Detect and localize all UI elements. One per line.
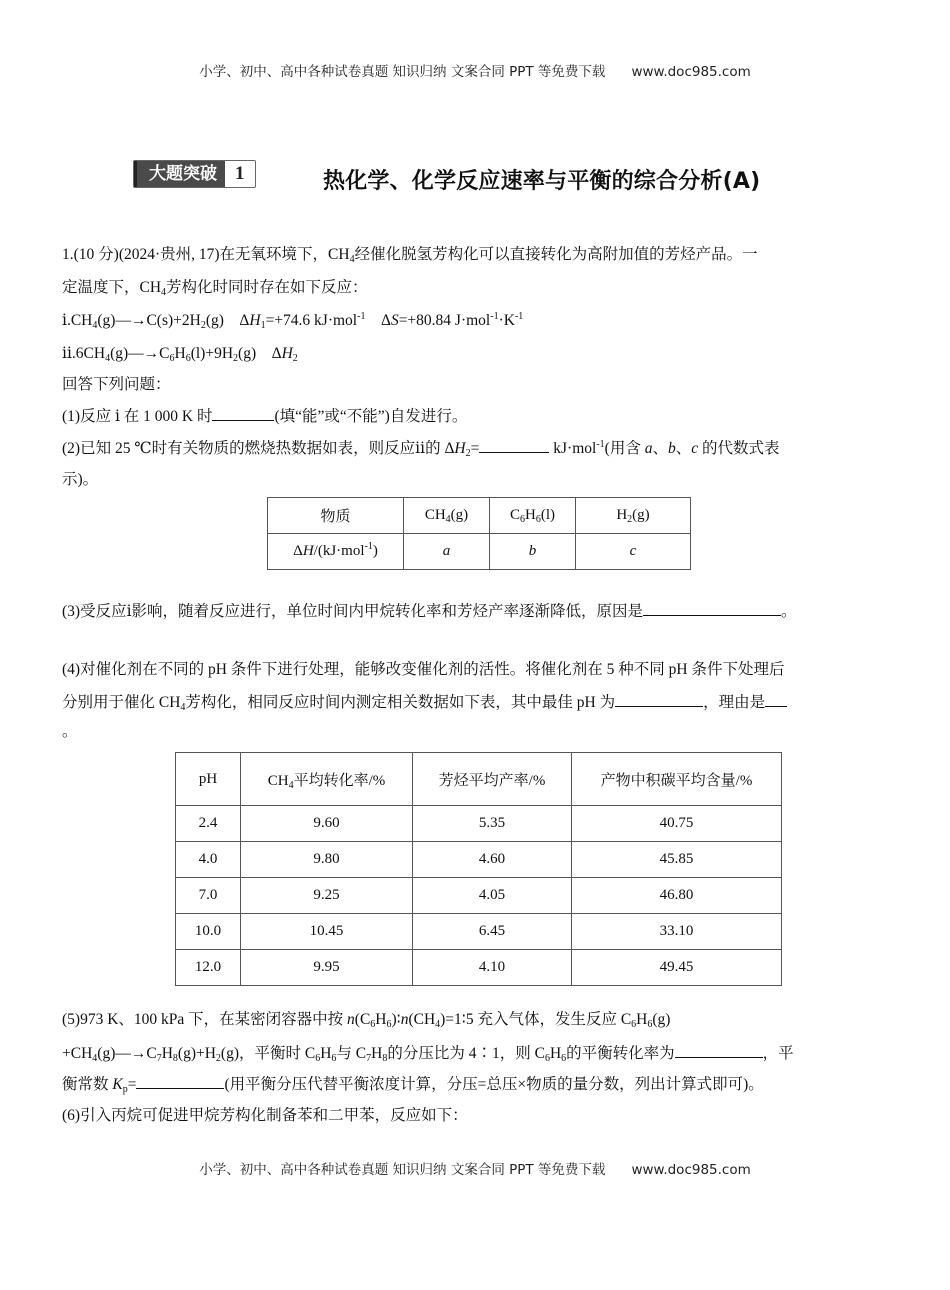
table2-header: 产物中积碳平均含量/% bbox=[572, 753, 782, 806]
q3-text: (3)受反应ⅰ影响，随着反应进行，单位时间内甲烷转化率和芳烃产率逐渐降低，原因是 bbox=[62, 603, 644, 620]
q3-period: 。 bbox=[781, 603, 797, 620]
q1 bbox=[62, 406, 467, 427]
q3 bbox=[62, 601, 797, 622]
q1-answer-blank[interactable] bbox=[212, 406, 274, 421]
q1-text-after: (填“能”或“不能”)自发进行。 bbox=[274, 408, 468, 425]
page-footer bbox=[0, 1158, 950, 1178]
table2-cell: 9.80 bbox=[241, 842, 413, 878]
ph-data-table bbox=[175, 752, 782, 986]
table-row bbox=[176, 950, 782, 986]
table2-header: $CH_4$平均转化率/% bbox=[241, 753, 413, 806]
combustion-heat-table bbox=[267, 497, 691, 570]
table1-header: $CH_4(g)$ bbox=[404, 498, 490, 534]
table-row bbox=[176, 806, 782, 842]
q2-line2: 示)。 bbox=[62, 471, 99, 488]
footer-text: 小学、初中、高中各种试卷真题 知识归纳 文案合同 PPT 等免费下载 bbox=[199, 1162, 606, 1178]
table1-header: $C_6H_6(l)$ bbox=[490, 498, 576, 534]
question-intro-line1: 1.(10 分)(2024·贵州, 17)在无氧环境下，$CH_4$经催化脱氢芳构化可以直接转化为高附加值的芳烃产品。一 bbox=[62, 246, 758, 265]
table2-cell: 9.95 bbox=[241, 950, 413, 986]
table2-cell: 5.35 bbox=[413, 806, 572, 842]
section-title-row bbox=[133, 158, 833, 194]
table2-header: pH bbox=[176, 753, 241, 806]
page-title: 热化学、化学反应速率与平衡的综合分析(A) bbox=[323, 169, 761, 194]
table1-header: 物质 bbox=[268, 498, 404, 534]
table2-cell: 4.0 bbox=[176, 842, 241, 878]
table2-cell: 4.05 bbox=[413, 878, 572, 914]
q4-reason-blank[interactable] bbox=[765, 692, 787, 707]
q6: (6)引入丙烷可促进甲烷芳构化制备苯和二甲苯，反应如下： bbox=[62, 1107, 468, 1124]
table2-cell: 10.0 bbox=[176, 914, 241, 950]
table2-cell: 33.10 bbox=[572, 914, 782, 950]
table2-cell: 49.45 bbox=[572, 950, 782, 986]
q5-conversion-blank[interactable] bbox=[675, 1043, 763, 1058]
q4-ph-blank[interactable] bbox=[615, 692, 703, 707]
reaction-ii: $ⅱ.6CH_4(g)—\to C_6H_6(l)+9H_2(g)$ $\Delta H_2$ bbox=[62, 345, 298, 364]
q1-text: (1)反应 ⅰ 在 1 000 K 时 bbox=[62, 408, 213, 425]
table1-cell: ΔH/(kJ·mol$^{-1}$) bbox=[268, 534, 404, 570]
q4-line3: 。 bbox=[62, 723, 78, 740]
reaction-i: $ⅰ.CH_4(g)—\to C(s)+2H_2(g)$ $\Delta H_1=+74.6$ kJ·mol$^{-1}$ ΔS=+80.84 $J\cdot mol^{-1}\cdot K^{-1}$ bbox=[62, 311, 524, 331]
header-url[interactable]: www.doc985.com bbox=[631, 64, 751, 80]
q5-line3: 衡常数 $K_p=$ (用平衡分压代替平衡浓度计算，分压=总压×物质的量分数，列出计算式即可)。 bbox=[62, 1076, 764, 1095]
table2-cell: 9.60 bbox=[241, 806, 413, 842]
table2-cell: 4.10 bbox=[413, 950, 572, 986]
section-badge bbox=[133, 160, 256, 188]
table-row bbox=[176, 878, 782, 914]
table1-cell: c bbox=[576, 534, 691, 570]
table2-cell: 4.60 bbox=[413, 842, 572, 878]
q5-line2: $+CH_4(g)—\to C_7H_8(g)+H_2(g)$，平衡时 $C_6H_6$与 $C_7H_8$的分压比为 4∶1，则 $C_6H_6$的平衡转化率为 ，平 bbox=[62, 1045, 794, 1064]
table2-cell: 45.85 bbox=[572, 842, 782, 878]
table1-cell: a bbox=[404, 534, 490, 570]
badge-label: 大题突破 bbox=[134, 161, 225, 187]
q5-line1: (5)973 K、100 kPa 下，在某密闭容器中按 $n(C_6H_6)∶n(CH_4)=1∶5$ 充入气体，发生反应 $C_6H_6(g)$ bbox=[62, 1011, 671, 1030]
q4-line1: (4)对催化剂在不同的 pH 条件下进行处理，能够改变催化剂的活性。将催化剂在 5 种不同 pH 条件下处理后 bbox=[62, 661, 785, 678]
table2-cell: 46.80 bbox=[572, 878, 782, 914]
table-row bbox=[176, 842, 782, 878]
table1-cell: b bbox=[490, 534, 576, 570]
footer-url[interactable]: www.doc985.com bbox=[631, 1162, 751, 1178]
q2: (2)已知 25 ℃时有关物质的燃烧热数据如表，则反应ⅱ的 $\Delta H_2= kJ\cdot mol^{-1}$(用含 a、b、c 的代数式表 bbox=[62, 439, 780, 459]
answer-prompt: 回答下列问题： bbox=[62, 376, 171, 393]
table1-header: $H_2(g)$ bbox=[576, 498, 691, 534]
table2-cell: 7.0 bbox=[176, 878, 241, 914]
q2-answer-blank[interactable] bbox=[479, 438, 549, 453]
table2-cell: 12.0 bbox=[176, 950, 241, 986]
header-text: 小学、初中、高中各种试卷真题 知识归纳 文案合同 PPT 等免费下载 bbox=[199, 64, 606, 80]
table2-cell: 2.4 bbox=[176, 806, 241, 842]
q5-kp-blank[interactable] bbox=[136, 1074, 224, 1089]
table2-header: 芳烃平均产率/% bbox=[413, 753, 572, 806]
page-header bbox=[0, 60, 950, 80]
q4-line2: 分别用于催化 $CH_4$芳构化，相同反应时间内测定相关数据如下表，其中最佳 pH 为 ，理由是 bbox=[62, 692, 787, 713]
table-row bbox=[176, 914, 782, 950]
table2-cell: 9.25 bbox=[241, 878, 413, 914]
badge-number: 1 bbox=[235, 163, 245, 184]
q3-answer-blank[interactable] bbox=[643, 601, 781, 616]
q5-note: (用平衡分压代替平衡浓度计算，分压=总压×物质的量分数，列出计算式即可)。 bbox=[224, 1076, 764, 1093]
table2-cell: 40.75 bbox=[572, 806, 782, 842]
table2-cell: 6.45 bbox=[413, 914, 572, 950]
table2-cell: 10.45 bbox=[241, 914, 413, 950]
question-intro-line2: 定温度下，$CH_4$芳构化时同时存在如下反应： bbox=[62, 279, 368, 298]
